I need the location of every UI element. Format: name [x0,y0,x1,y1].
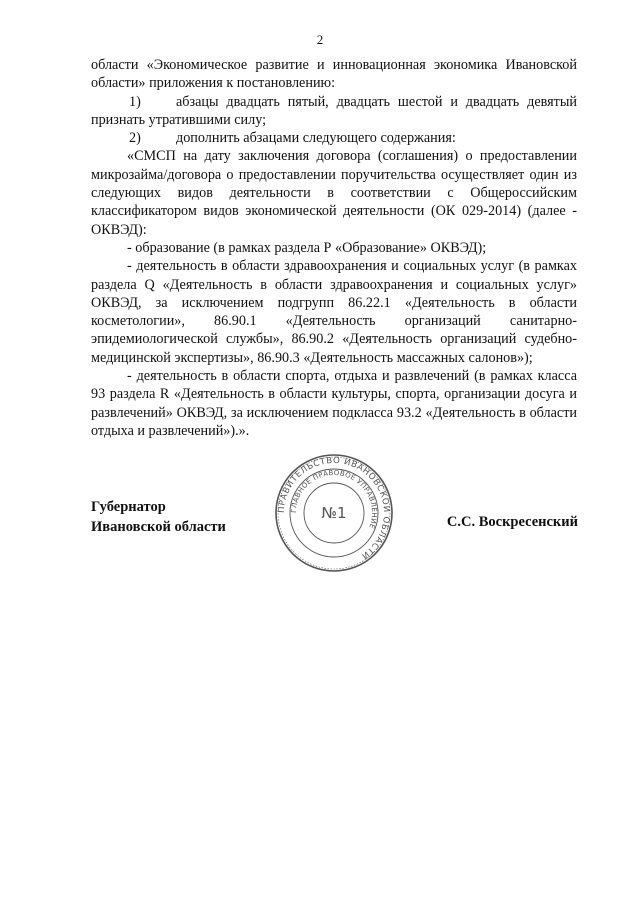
paragraph-intro: области «Экономическое развитие и инновационная экономика Ивановской области» приложения к постановлению: [91,57,577,92]
document-body [91,56,577,440]
list-item-1 [91,93,577,130]
signatory-name: С.С. Воскресенский [446,514,578,530]
page-number: 2 [316,32,324,47]
signatory-position-line2: Ивановской области [91,519,226,535]
paragraph-healthcare: - деятельность в области здравоохранения и социальных услуг (в рамках раздела Q «Деятельность в области здравоохранения и социальных услуг» ОКВЭД, за исключением подгрупп 86.22.1 «Деятельность в области косметологии», 86.90.1 «Деятельность организаций санитарно-эпидемиологической службы», 86.90.2 «Деятельность организаций судебно-медицинской экспертизы», 86.90.3 «Деятельность массажных салонов»); [91,258,577,366]
paragraph-sport: - деятельность в области спорта, отдыха и развлечений (в рамках класса 93 раздела R «Деятельность в области культуры, спорта, организации досуга и развлечений» ОКВЭД, за исключением подкласса 93.2 «Деятельность в области отдыха и развлечений»).». [91,368,577,439]
list-item-1-text: абзацы двадцать пятый, двадцать шестой и двадцать девятый признать утратившими силу; [91,93,577,128]
signatory-position-line1: Губернатор [91,499,166,515]
official-seal [273,452,395,574]
list-item-2-number: 2) [129,130,141,147]
list-item-1-number: 1) [129,93,141,110]
list-item-2-text: дополнить абзацами следующего содержания: [176,130,456,147]
seal-center-text: №1 [321,504,347,522]
paragraph-education: - образование (в рамках раздела Р «Образование» ОКВЭД); [127,239,487,256]
signatory-position [91,497,226,537]
paragraph-smsp: «СМСП на дату заключения договора (соглашения) о предоставлении микрозайма/договора о предоставлении поручительства осуществляет один из следующих видов деятельности в соответствии с Общероссийским классификатором видов экономической деятельности (ОК 029-2014) (далее - ОКВЭД): [91,148,577,238]
seal-outer-text: ПРАВИТЕЛЬСТВО ИВАНОВСКОЙ ОБЛАСТИ [276,455,392,561]
seal-inner-text: ГЛАВНОЕ ПРАВОВОЕ УПРАВЛЕНИЕ [289,468,379,530]
list-item-2 [91,129,577,147]
